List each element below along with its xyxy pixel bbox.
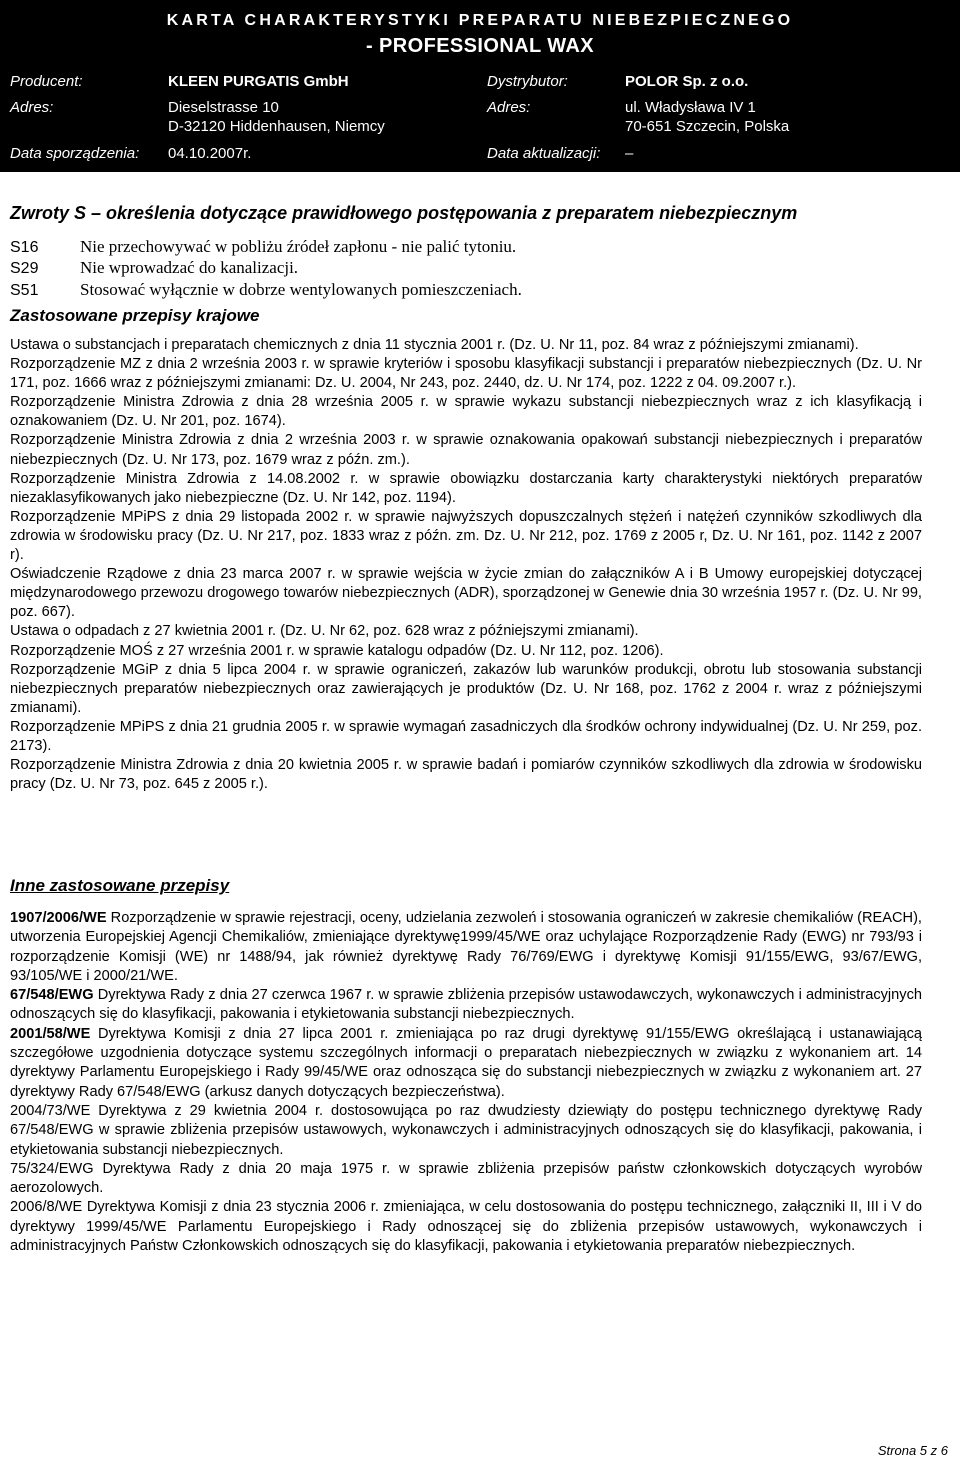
distributor-address-label: Adres: (487, 99, 531, 116)
s-phrase-text: Stosować wyłącznie w dobrze wentylowanych pomieszczeniach. (80, 280, 522, 299)
s-phrase-code: S16 (10, 239, 39, 256)
producer-value: KLEEN PURGATIS GmbH (168, 73, 349, 90)
distributor-value: POLOR Sp. z o.o. (625, 73, 749, 90)
directive-item: 2006/8/WE Dyrektywa Komisji z dnia 23 stycznia 2006 r. zmieniająca, w celu dostosowania do postępu technicznego, załączniki II, III i V do dyrektywy 1999/45/WE Parlamentu Europejskiego i Rady odnoszącej się do zbliżenia przepisów ustawowych, wykonawczych i administracyjnych Państw Członkowskich odnoszących się do klasyfikacji, pakowania i etykietowania preparatów niebezpiecznych. (10, 1199, 922, 1255)
directive-item: 2004/73/WE Dyrektywa z 29 kwietnia 2004 r. dostosowująca po raz dwudziesty dziewiąty do postępu technicznego dyrektywę Rady 67/548/EWG w sprawie zbliżenia przepisów ustawowych, wykonawczych i administracyjnych odnoszących się do klasyfikacji, pakowania, i etykietowania substancji niebezpiecznych. (10, 1102, 922, 1158)
distributor-address-city: 70-651 Szczecin, Polska (625, 118, 790, 135)
creation-date-label: Data sporządzenia: (10, 145, 140, 162)
directive-item: 75/324/EWG Dyrektywa Rady z dnia 20 maja 1975 r. w sprawie zbliżenia przepisów państw członkowskich dotyczących wyrobów aerozolowych. (10, 1160, 922, 1197)
regulation-item: Rozporządzenie MOŚ z 27 września 2001 r. w sprawie katalogu odpadów (Dz. U. Nr 112, poz. 1206). (10, 642, 664, 659)
directive-code: 2001/58/WE (10, 1025, 91, 1042)
update-date-value: – (625, 145, 634, 162)
product-name: - PROFESSIONAL WAX (366, 35, 594, 57)
regulation-item: Rozporządzenie MGiP z dnia 5 lipca 2004 r. w sprawie ograniczeń, zakazów lub warunków produkcji, obrotu lub stosowania substancji niebezpiecznych preparatów niebezpiecznych oraz zawierających je produktów (Dz. U. Nr 168, poz. 1762 z 2004 r. wraz z późniejszymi zmianami). (10, 661, 922, 716)
distributor-label: Dystrybutor: (487, 73, 568, 90)
other-regulations-list (10, 909, 922, 1256)
document-header (0, 0, 960, 172)
s-phrase-text: Nie przechowywać w pobliżu źródeł zapłonu - nie palić tytoniu. (80, 237, 517, 256)
regulation-item: Ustawa o substancjach i preparatach chemicznych z dnia 11 stycznia 2001 r. (Dz. U. Nr 11, poz. 84 wraz z późniejszymi zmianami). (10, 337, 859, 353)
update-date-label: Data aktualizacji: (487, 145, 601, 162)
s-phrase-text: Nie wprowadzać do kanalizacji. (80, 258, 299, 277)
s-phrase-code: S29 (10, 260, 39, 277)
s-phrase-row (10, 280, 522, 301)
directive-item (10, 909, 922, 986)
directive-code: 1907/2006/WE (10, 910, 107, 926)
page-number: Strona 5 z 6 (877, 1443, 948, 1458)
regulation-item: Rozporządzenie MPiPS z dnia 29 listopada 2002 r. w sprawie najwyższych dopuszczalnych stężeń i natężeń czynników szkodliwych dla zdrowia w środowisku pracy (Dz. U. Nr 217, poz. 1833 wraz z późn. zm. Dz. U. Nr 212, poz. 1769 z 2005 r, Dz. U. Nr 161, poz. 1142 z 2007 r). (10, 508, 922, 564)
directive-text: Dyrektywa Komisji z dnia 27 lipca 2001 r. zmieniająca po raz drugi dyrektywę 91/155/EWG określającą i ustanawiającą szczegółowe uzgodnienia dotyczące systemu szczególnych informacji o preparatach niebezpiecznych w związku z wykonaniem art. 14 dyrektywy Parlamentu Europejskiego i Rady 99/45/WE oraz odnosząca się do substancji niebezpiecznych w związku z wykonaniem art. 27 dyrektywy Rady 67/548/EWG (arkusz danych dotyczących bezpieczeństwa). (10, 1025, 922, 1100)
distributor-address-street: ul. Władysława IV 1 (625, 99, 756, 116)
producer-label: Producent: (10, 73, 83, 90)
s-phrase-code: S51 (10, 282, 39, 299)
producer-address-city: D-32120 Hiddenhausen, Niemcy (168, 118, 385, 135)
directive-item (10, 1025, 922, 1102)
regulation-item: Rozporządzenie MZ z dnia 2 września 2003 r. w sprawie kryteriów i sposobu klasyfikacji substancji i preparatów niebezpiecznych (Dz. U. Nr 171, poz. 1666 wraz z późniejszymi zmianami: Dz. U. 2004, Nr 243, poz. 2440, dz. U. Nr 174, poz. 1222 z 04. 09.2007 r.). (10, 356, 922, 392)
s-phrases-title: Zwroty S – określenia dotyczące prawidłowego postępowania z preparatem niebezpiecznym (10, 203, 798, 223)
national-regulations-list (10, 336, 922, 794)
other-regulations-title: Inne zastosowane przepisy (10, 876, 230, 895)
creation-date-value: 04.10.2007r. (168, 145, 252, 162)
regulation-item: Rozporządzenie MPiPS z dnia 21 grudnia 2005 r. w sprawie wymagań zasadniczych dla środków ochrony indywidualnej (Dz. U. Nr 259, poz. 2173). (10, 718, 922, 754)
directive-text: Rozporządzenie w sprawie rejestracji, oceny, udzielania zezwoleń i stosowania ograniczeń w zakresie chemikaliów (REACH), utworzenia Europejskiej Agencji Chemikaliów, zmieniające dyrektywę1999/45/WE oraz uchylające Rozporządzenie Rady (EWG) nr 793/93 i rozporządzenie Komisji (WE) nr 1488/94, jak również dyrektywę Rady 76/769/EWG i dyrektywę Komisji 91/155/EWG, 93/67/EWG, 93/105/WE i 2000/21/WE. (10, 910, 922, 984)
regulation-item: Oświadczenie Rządowe z dnia 23 marca 2007 r. w sprawie wejścia w życie zmian do załączników A i B Umowy europejskiej dotyczącej międzynarodowego przewozu drogowego towarów niebezpiecznych (ADR), sporządzonej w Genewie dnia 30 września 1957 r. (Dz. U. Nr 99, poz. 667). (10, 566, 922, 621)
s-phrase-row (10, 258, 298, 279)
national-regulations-title: Zastosowane przepisy krajowe (10, 306, 260, 325)
regulation-item: Rozporządzenie Ministra Zdrowia z 14.08.2002 r. w sprawie obowiązku dostarczania karty charakterystyki niektórych preparatów niezaklasyfikowanych jako niebezpieczne (Dz. U. Nr 142, poz. 1194). (10, 470, 922, 506)
producer-address-label: Adres: (10, 99, 54, 116)
regulation-item: Rozporządzenie Ministra Zdrowia z dnia 2 września 2003 r. w sprawie oznakowania opakowań substancji niebezpiecznych i preparatów niebezpiecznych (Dz. U. Nr 173, poz. 1679 wraz z późn. zm.). (10, 432, 922, 468)
directive-text: Dyrektywa Rady z dnia 27 czerwca 1967 r. w sprawie zbliżenia przepisów ustawodawczych, wykonawczych i administracyjnych odnoszących się do klasyfikacji, pakowania i etykietowania substancji niebezpiecznych. (10, 987, 922, 1023)
producer-address-street: Dieselstrasse 10 (168, 99, 279, 116)
regulation-item: Ustawa o odpadach z 27 kwietnia 2001 r. (Dz. U. Nr 62, poz. 628 wraz z późniejszymi zmianami). (10, 623, 639, 640)
directive-item (10, 986, 922, 1025)
regulation-item: Rozporządzenie Ministra Zdrowia z dnia 28 września 2005 r. w sprawie wykazu substancji niebezpiecznych wraz z ich klasyfikacją i oznakowaniem (Dz. U. Nr 201, poz. 1674). (10, 394, 922, 430)
document-title: KARTA CHARAKTERYSTYKI PREPARATU NIEBEZPIECZNEGO (166, 12, 794, 29)
s-phrase-row (10, 237, 516, 258)
directive-code: 67/548/EWG (10, 987, 94, 1004)
regulation-item: Rozporządzenie Ministra Zdrowia z dnia 20 kwietnia 2005 r. w sprawie badań i pomiarów czynników szkodliwych dla zdrowia w środowisku pracy (Dz. U. Nr 73, poz. 645 z 2005 r.). (10, 757, 922, 793)
